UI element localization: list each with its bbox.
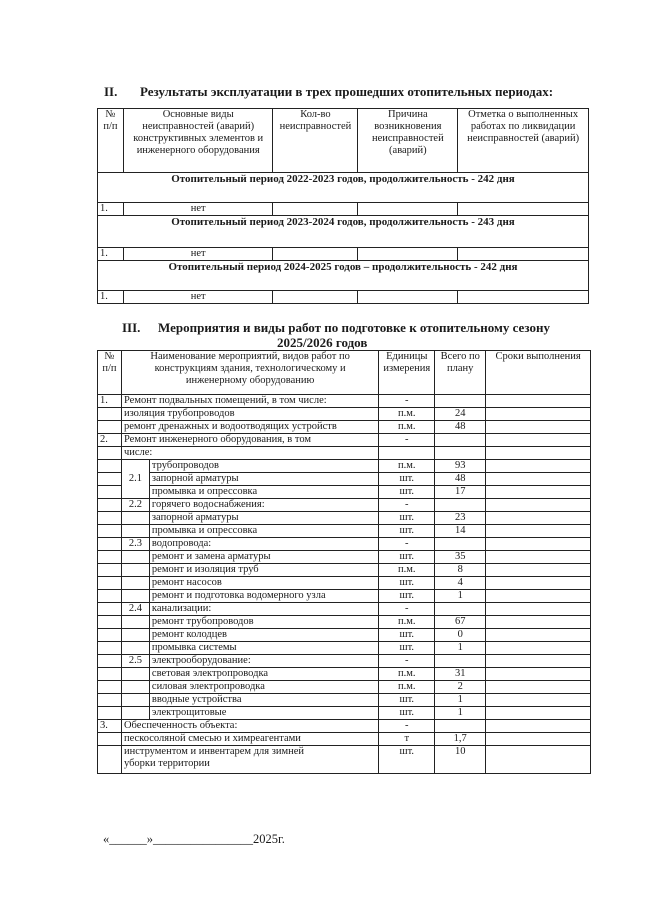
section-2-title: Результаты эксплуатации в трех прошедших отопительных периодах: <box>140 84 554 99</box>
row-name: промывка системы <box>149 642 378 655</box>
s3-header-term: Сроки выполнения <box>486 351 591 395</box>
row-unit: - <box>379 538 435 551</box>
row-unit: - <box>379 720 435 733</box>
row-name: ремонт насосов <box>149 577 378 590</box>
s3-header-num: № п/п <box>98 351 122 395</box>
row-qty: 4 <box>435 577 486 590</box>
row-unit: шт. <box>379 486 435 499</box>
subgroup-head: горячего водоснабжения: <box>149 499 378 512</box>
row-unit: т <box>379 733 435 746</box>
section-2-number: II. <box>104 84 118 99</box>
group-num: 2. <box>98 434 122 447</box>
row-qty: 1 <box>435 642 486 655</box>
subgroup-num: 2.3 <box>121 538 149 551</box>
row-unit: шт. <box>379 512 435 525</box>
row-name: пескосоляной смесью и химреагентами <box>121 733 378 746</box>
row-unit: п.м. <box>379 668 435 681</box>
row-unit: - <box>379 434 435 447</box>
s3-header-unit: Единицы измерения <box>379 351 435 395</box>
row-qty: 93 <box>435 460 486 473</box>
section-2-table <box>97 108 589 304</box>
group-name: Ремонт подвальных помещений, в том числе: <box>121 395 378 408</box>
period-row-num: 1. <box>98 203 124 216</box>
row-unit: шт. <box>379 473 435 486</box>
period-row-issue: нет <box>123 291 273 304</box>
group-name-cont: числе: <box>121 447 378 460</box>
group-name: Обеспеченность объекта: <box>121 720 378 733</box>
row-qty: 1 <box>435 590 486 603</box>
row-unit: п.м. <box>379 616 435 629</box>
row-unit: п.м. <box>379 421 435 434</box>
row-name: силовая электропроводка <box>149 681 378 694</box>
period-row-issue: нет <box>123 248 273 261</box>
row-name: ремонт и изоляция труб <box>149 564 378 577</box>
row-unit: шт. <box>379 525 435 538</box>
row-unit: п.м. <box>379 408 435 421</box>
subgroup-head: водопровода: <box>149 538 378 551</box>
period-title: Отопительный период 2023-2024 годов, продолжительность - 243 дня <box>98 216 589 248</box>
period-title: Отопительный период 2022-2023 годов, продолжительность - 242 дня <box>98 173 589 203</box>
s2-header-count: Кол-во неисправностей <box>273 109 358 173</box>
row-qty: 8 <box>435 564 486 577</box>
subgroup-num: 2.2 <box>121 499 149 512</box>
row-qty: 1,7 <box>435 733 486 746</box>
s3-header-qty: Всего по плану <box>435 351 486 395</box>
section-3-number: III. <box>122 320 141 335</box>
row-unit: шт. <box>379 694 435 707</box>
s2-header-note: Отметка о выполненных работах по ликвидации неисправностей (аварий) <box>458 109 589 173</box>
period-title: Отопительный период 2024-2025 годов – продолжительность - 242 дня <box>98 261 589 291</box>
row-name: запорной арматуры <box>149 473 378 486</box>
row-name: трубопроводов <box>149 460 378 473</box>
row-name: ремонт колодцев <box>149 629 378 642</box>
row-unit: п.м. <box>379 564 435 577</box>
row-name: промывка и опрессовка <box>149 525 378 538</box>
row-name: ремонт дренажных и водоотводящих устройств <box>121 421 378 434</box>
row-unit: шт. <box>379 629 435 642</box>
subgroup-num: 2.4 <box>121 603 149 616</box>
row-unit: шт. <box>379 707 435 720</box>
row-qty: 67 <box>435 616 486 629</box>
group-num: 1. <box>98 395 122 408</box>
row-qty: 24 <box>435 408 486 421</box>
row-qty: 23 <box>435 512 486 525</box>
row-name: инструментом и инвентарем для зимней уборки территории <box>121 746 378 774</box>
row-name: запорной арматуры <box>149 512 378 525</box>
period-row-issue: нет <box>123 203 273 216</box>
row-unit: шт. <box>379 642 435 655</box>
row-qty: 31 <box>435 668 486 681</box>
row-qty: 2 <box>435 681 486 694</box>
subgroup-head: канализации: <box>149 603 378 616</box>
row-unit: п.м. <box>379 681 435 694</box>
section-3-title: Мероприятия и виды работ по подготовке к отопительному сезону <box>158 320 550 335</box>
section-3-subtitle: 2025/2026 годов <box>277 335 368 350</box>
row-unit: - <box>379 395 435 408</box>
s2-header-num: № п/п <box>98 109 124 173</box>
row-qty: 1 <box>435 707 486 720</box>
row-qty: 10 <box>435 746 486 774</box>
row-name: ремонт трубопроводов <box>149 616 378 629</box>
row-qty: 35 <box>435 551 486 564</box>
row-name: электрощитовые <box>149 707 378 720</box>
row-unit: шт. <box>379 551 435 564</box>
row-name: промывка и опрессовка <box>149 486 378 499</box>
row-unit: шт. <box>379 590 435 603</box>
section-3-table <box>97 350 591 774</box>
row-name: световая электропроводка <box>149 668 378 681</box>
row-qty: 1 <box>435 694 486 707</box>
row-qty: 48 <box>435 421 486 434</box>
row-unit: - <box>379 655 435 668</box>
subgroup-head: электрооборудование: <box>149 655 378 668</box>
row-qty: 0 <box>435 629 486 642</box>
row-name: ремонт и подготовка водомерного узла <box>149 590 378 603</box>
row-unit: шт. <box>379 577 435 590</box>
s3-header-name: Наименование мероприятий, видов работ по конструкциям здания, технологическому и инженерному оборудованию <box>121 351 378 395</box>
row-qty: 14 <box>435 525 486 538</box>
row-name: изоляция трубопроводов <box>121 408 378 421</box>
group-name: Ремонт инженерного оборудования, в том <box>121 434 378 447</box>
row-name: ремонт и замена арматуры <box>149 551 378 564</box>
s2-header-issue: Основные виды неисправностей (аварий) конструктивных элементов и инженерного оборудования <box>123 109 273 173</box>
row-unit: - <box>379 603 435 616</box>
period-row-num: 1. <box>98 291 124 304</box>
signature-date-line: «______»________________2025г. <box>103 832 285 846</box>
subgroup-num: 2.5 <box>121 655 149 668</box>
row-qty: 48 <box>435 473 486 486</box>
row-unit: шт. <box>379 746 435 774</box>
row-unit: - <box>379 499 435 512</box>
group-num: 3. <box>98 720 122 733</box>
row-qty: 17 <box>435 486 486 499</box>
row-unit: п.м. <box>379 460 435 473</box>
s2-header-cause: Причина возникновения неисправностей (аварий) <box>358 109 458 173</box>
row-name: вводные устройства <box>149 694 378 707</box>
subgroup-num: 2.1 <box>121 460 149 499</box>
period-row-num: 1. <box>98 248 124 261</box>
